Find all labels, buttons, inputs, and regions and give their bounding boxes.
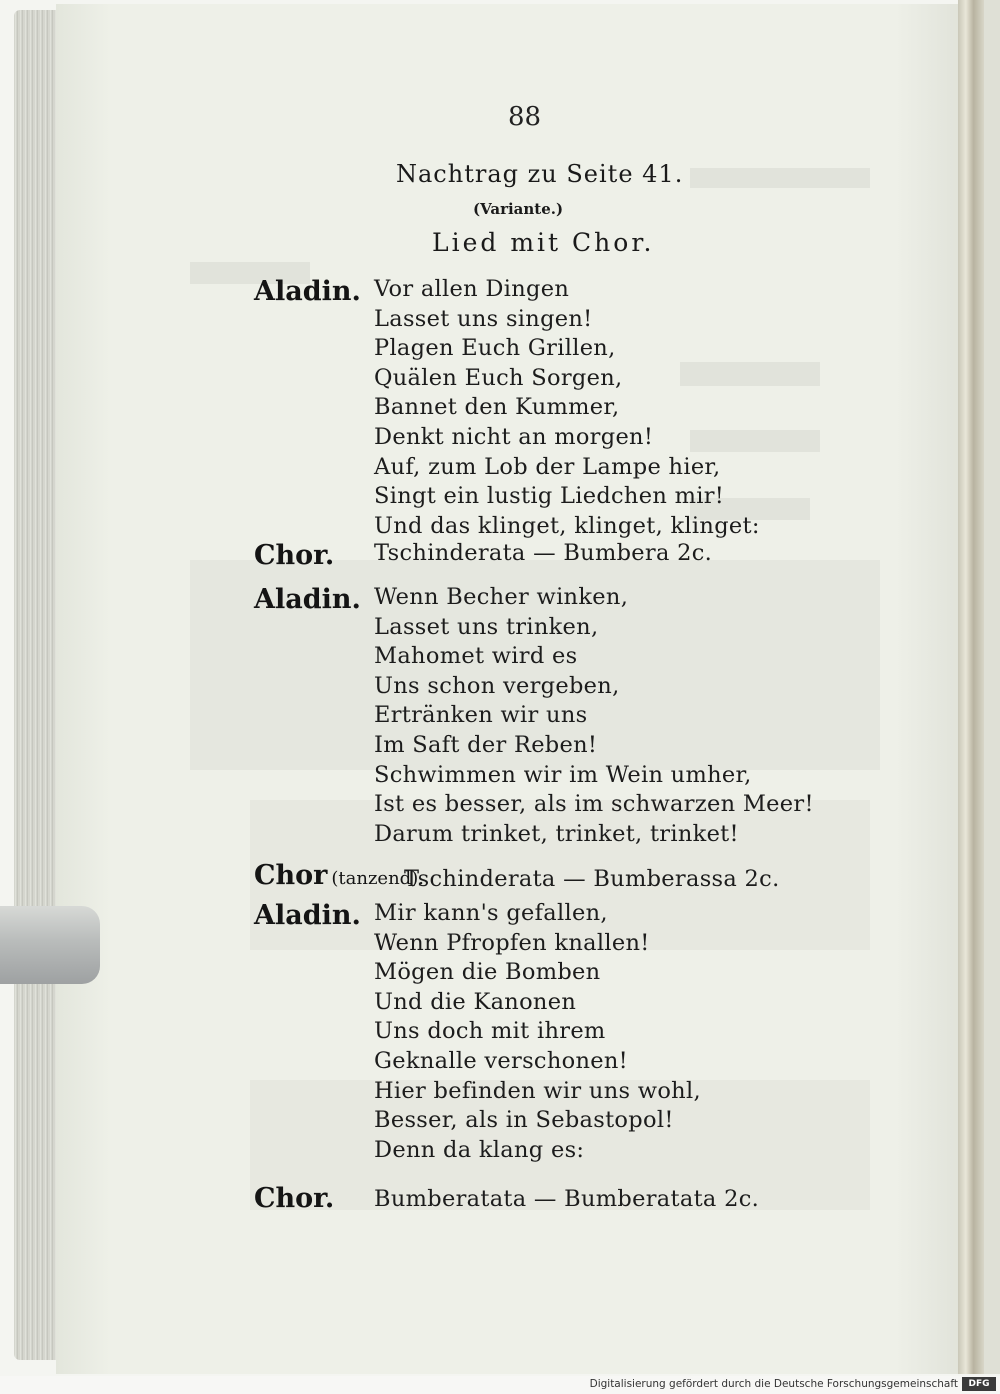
verse-line: Denkt nicht an morgen!: [374, 424, 654, 450]
verse-line: Bumberatata — Bumberatata 2c.: [374, 1186, 760, 1212]
page-clip: [0, 906, 100, 984]
speaker-label: [254, 900, 361, 931]
speaker-label: [254, 584, 361, 615]
verse-line: Mir kann's gefallen,: [374, 900, 608, 926]
verse-line: Uns doch mit ihrem: [374, 1018, 606, 1045]
dfg-logo: DFG: [962, 1377, 996, 1391]
verse-line: Singt ein lustig Liedchen mir!: [374, 483, 725, 510]
speaker-name: Chor.: [254, 540, 335, 571]
verse-line: Wenn Pfropfen knallen!: [374, 929, 650, 956]
verse-line: Mahomet wird es: [374, 643, 578, 670]
verse-line: Lasset uns trinken,: [374, 613, 599, 640]
verse-line: Mögen die Bomben: [374, 959, 601, 986]
verse-line: Bannet den Kummer,: [374, 394, 620, 421]
verse-line: Uns schon vergeben,: [374, 672, 620, 699]
verse-line: Denn da klang es:: [374, 1136, 585, 1163]
verse-line: Tschinderata — Bumbera 2c.: [374, 540, 713, 566]
verse-line: Und das klinget, klinget, klinget:: [374, 512, 760, 539]
speaker-label: [254, 540, 334, 571]
verse-line: Vor allen Dingen: [374, 276, 570, 302]
verse-line: Geknalle verschonen!: [374, 1048, 628, 1074]
speaker-label: [254, 1183, 334, 1214]
verse-line: Besser, als in Sebastopol!: [374, 1107, 674, 1134]
speaker-name: Chor.: [254, 1183, 335, 1214]
verse-line: Lasset uns singen!: [374, 305, 593, 332]
page-number: 88: [508, 102, 542, 132]
verse-line: Und die Kanonen: [374, 988, 577, 1015]
verse-line: Quälen Euch Sorgen,: [374, 364, 623, 391]
speaker-name: Aladin.: [254, 584, 361, 615]
verse-line: Wenn Becher winken,: [374, 584, 629, 610]
speaker-label: [254, 860, 424, 891]
variant-label: (Variante.): [473, 200, 564, 218]
verse-line: Auf, zum Lob der Lampe hier,: [374, 453, 721, 480]
verse-line: Ertränken wir uns: [374, 702, 588, 729]
stage-direction: (tanzend).: [331, 868, 424, 889]
verse-line: Hier befinden wir uns wohl,: [374, 1077, 701, 1104]
book-spine: [958, 0, 984, 1374]
speaker-name: Aladin.: [254, 276, 361, 307]
funding-notice: Digitalisierung gefördert durch die Deutsche Forschungsgemeinschaft: [589, 1378, 958, 1390]
song-title: Lied mit Chor.: [432, 228, 655, 257]
verse-line: Plagen Euch Grillen,: [374, 335, 616, 362]
verse-line: Im Saft der Reben!: [374, 732, 598, 758]
verse-line: Darum trinket, trinket, trinket!: [374, 820, 739, 847]
speaker-name: Chor: [254, 860, 328, 891]
speaker-name: Aladin.: [254, 900, 361, 931]
verse-line: Schwimmen wir im Wein umher,: [374, 761, 752, 788]
book-page-edges: [14, 10, 60, 1360]
book-right-edge: [984, 0, 1000, 1374]
verse-line: Ist es besser, als im schwarzen Meer!: [374, 791, 814, 818]
supplement-heading: Nachtrag zu Seite 41.: [396, 160, 684, 188]
speaker-label: [254, 276, 361, 307]
verse-line: Tschinderata — Bumberassa 2c.: [404, 866, 780, 892]
